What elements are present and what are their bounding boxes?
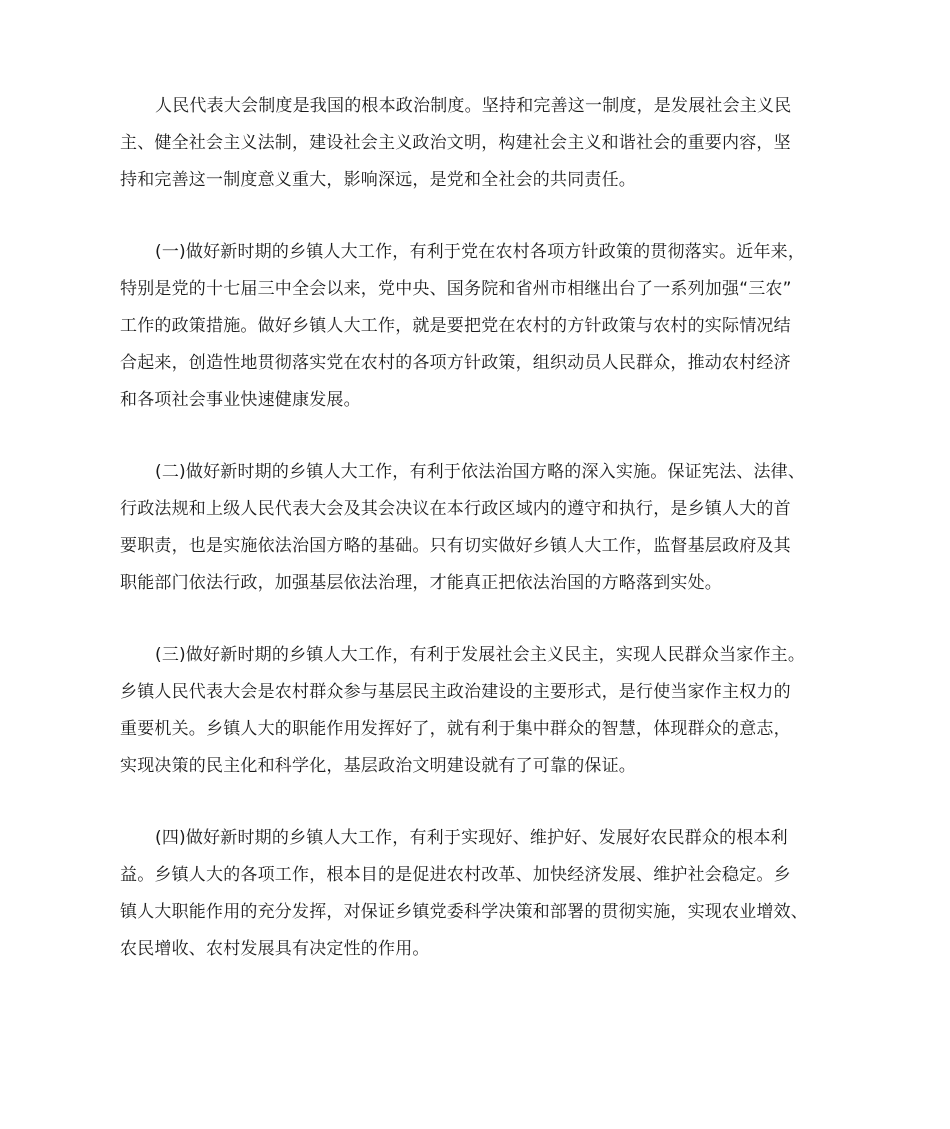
paragraph-line: 持和完善这一制度意义重大，影响深远，是党和全社会的共同责任。: [120, 170, 636, 190]
paragraph-line: 农民增收、农村发展具有决定性的作用。: [120, 939, 430, 959]
paragraph-line: 要职责，也是实施依法治国方略的基础。只有切实做好乡镇人大工作，监督基层政府及其: [120, 536, 791, 556]
paragraph-line: 合起来，创造性地贯彻落实党在农村的各项方针政策，组织动员人民群众，推动农村经济: [120, 353, 791, 373]
paragraph-line: 职能部门依法行政，加强基层依法治理，才能真正把依法治国的方略落到实处。: [120, 573, 722, 593]
paragraph-line: 益。乡镇人大的各项工作，根本目的是促进农村改革、加快经济发展、维护社会稳定。乡: [120, 865, 791, 885]
paragraph-line: 和各项社会事业快速健康发展。: [120, 390, 361, 410]
paragraph-line: 重要机关。乡镇人大的职能作用发挥好了，就有利于集中群众的智慧，体现群众的意志，: [120, 719, 791, 739]
paragraph-line: 行政法规和上级人民代表大会及其会决议在本行政区域内的遵守和执行，是乡镇人大的首: [120, 499, 791, 519]
paragraph-line: (三)做好新时期的乡镇人大工作，有利于发展社会主义民主，实现人民群众当家作主。: [155, 645, 806, 665]
paragraph-line: 乡镇人民代表大会是农村群众参与基层民主政治建设的主要形式，是行使当家作主权力的: [120, 682, 791, 702]
paragraph-line: 实现决策的民主化和科学化，基层政治文明建设就有了可靠的保证。: [120, 756, 636, 776]
paragraph-line: (四)做好新时期的乡镇人大工作，有利于实现好、维护好、发展好农民群众的根本利: [155, 828, 788, 848]
paragraph-line: 镇人大职能作用的充分发挥，对保证乡镇党委科学决策和部署的贯彻实施，实现农业增效、: [120, 902, 808, 922]
paragraph-line: (一)做好新时期的乡镇人大工作，有利于党在农村各项方针政策的贯彻落实。近年来，: [155, 242, 806, 262]
paragraph-line: (二)做好新时期的乡镇人大工作，有利于依法治国方略的深入实施。保证宪法、法律、: [155, 462, 806, 482]
paragraph-line: 特别是党的十七届三中全会以来，党中央、国务院和省州市相继出台了一系列加强“三农”: [120, 279, 792, 299]
paragraph-line: 主、健全社会主义法制，建设社会主义政治文明，构建社会主义和谐社会的重要内容，坚: [120, 133, 791, 153]
paragraph-line: 人民代表大会制度是我国的根本政治制度。坚持和完善这一制度，是发展社会主义民: [155, 96, 792, 116]
paragraph-line: 工作的政策措施。做好乡镇人大工作，就是要把党在农村的方针政策与农村的实际情况结: [120, 316, 791, 336]
